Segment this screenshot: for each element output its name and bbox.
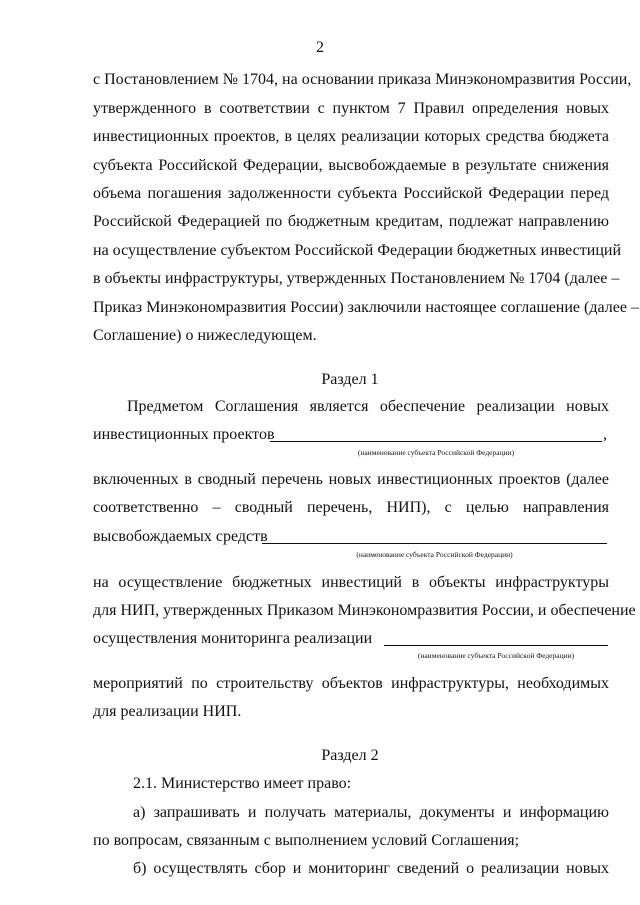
section1-line5-prefix: высвобождаемых средств bbox=[93, 528, 268, 545]
section1-line8-prefix: осуществления мониторинга реализации bbox=[93, 630, 373, 647]
item-2-1: 2.1. Министерство имеет право: bbox=[133, 775, 352, 792]
section1-line6: на осуществление бюджетных инвестиций в объекты инфраструктуры bbox=[93, 574, 609, 591]
section1-line2-suffix: , bbox=[603, 426, 607, 443]
preamble-line: с Постановлением № 1704, на основании приказа Минэкономразвития России, bbox=[93, 71, 632, 88]
section1-line7: для НИП, утвержденных Приказом Минэкономразвития России, и обеспечение bbox=[93, 602, 636, 619]
preamble-line: инвестиционных проектов, в целях реализации которых средства бюджета bbox=[93, 128, 609, 145]
preamble-line: субъекта Российской Федерации, высвобождаемые в результате снижения bbox=[93, 157, 609, 174]
preamble-line: на осуществление субъектом Российской Федерации бюджетных инвестиций bbox=[93, 242, 621, 259]
section1-line4: соответственно – сводный перечень, НИП), с целью направления bbox=[93, 499, 609, 516]
preamble-line: объема погашения задолженности субъекта Российской Федерации перед bbox=[93, 185, 609, 202]
preamble-line: Соглашение) о нижеследующем. bbox=[93, 327, 317, 344]
section2-heading: Раздел 2 bbox=[321, 747, 379, 764]
section1-line9: мероприятий по строительству объектов инфраструктуры, необходимых bbox=[93, 675, 609, 692]
preamble-line: Приказ Минэкономразвития России) заключили настоящее соглашение (далее – bbox=[93, 299, 639, 316]
section1-line3: включенных в сводный перечень новых инвестиционных проектов (далее bbox=[93, 471, 609, 488]
preamble-line: Российской Федерацией по бюджетным кредитам, подлежат направлению bbox=[93, 213, 609, 230]
section1-heading: Раздел 1 bbox=[321, 371, 379, 388]
preamble-line: в объекты инфраструктуры, утвержденных Постановлением № 1704 (далее – bbox=[93, 270, 620, 287]
caption-subject-name-3: (наименование субъекта Российской Федерации) bbox=[417, 651, 575, 660]
blank-subject-name-1 bbox=[270, 441, 602, 442]
section1-line1: Предметом Соглашения является обеспечение реализации новых bbox=[127, 398, 609, 415]
blank-subject-name-2 bbox=[262, 543, 607, 544]
section1-line10: для реализации НИП. bbox=[93, 703, 242, 720]
caption-subject-name-1: (наименование субъекта Российской Федерации) bbox=[357, 448, 515, 457]
item-b-line1: б) осуществлять сбор и мониторинг сведений о реализации новых bbox=[133, 860, 609, 877]
item-a-line2: по вопросам, связанным с выполнением условий Соглашения; bbox=[93, 832, 520, 849]
item-a-line1: а) запрашивать и получать материалы, документы и информацию bbox=[133, 804, 609, 821]
blank-subject-name-3 bbox=[384, 645, 608, 646]
section1-line2-prefix: инвестиционных проектов bbox=[93, 426, 275, 443]
preamble-line: утвержденного в соответствии с пунктом 7 Правил определения новых bbox=[93, 100, 609, 117]
caption-subject-name-2: (наименование субъекта Российской Федерации) bbox=[356, 550, 513, 559]
page-number: 2 bbox=[316, 39, 324, 56]
